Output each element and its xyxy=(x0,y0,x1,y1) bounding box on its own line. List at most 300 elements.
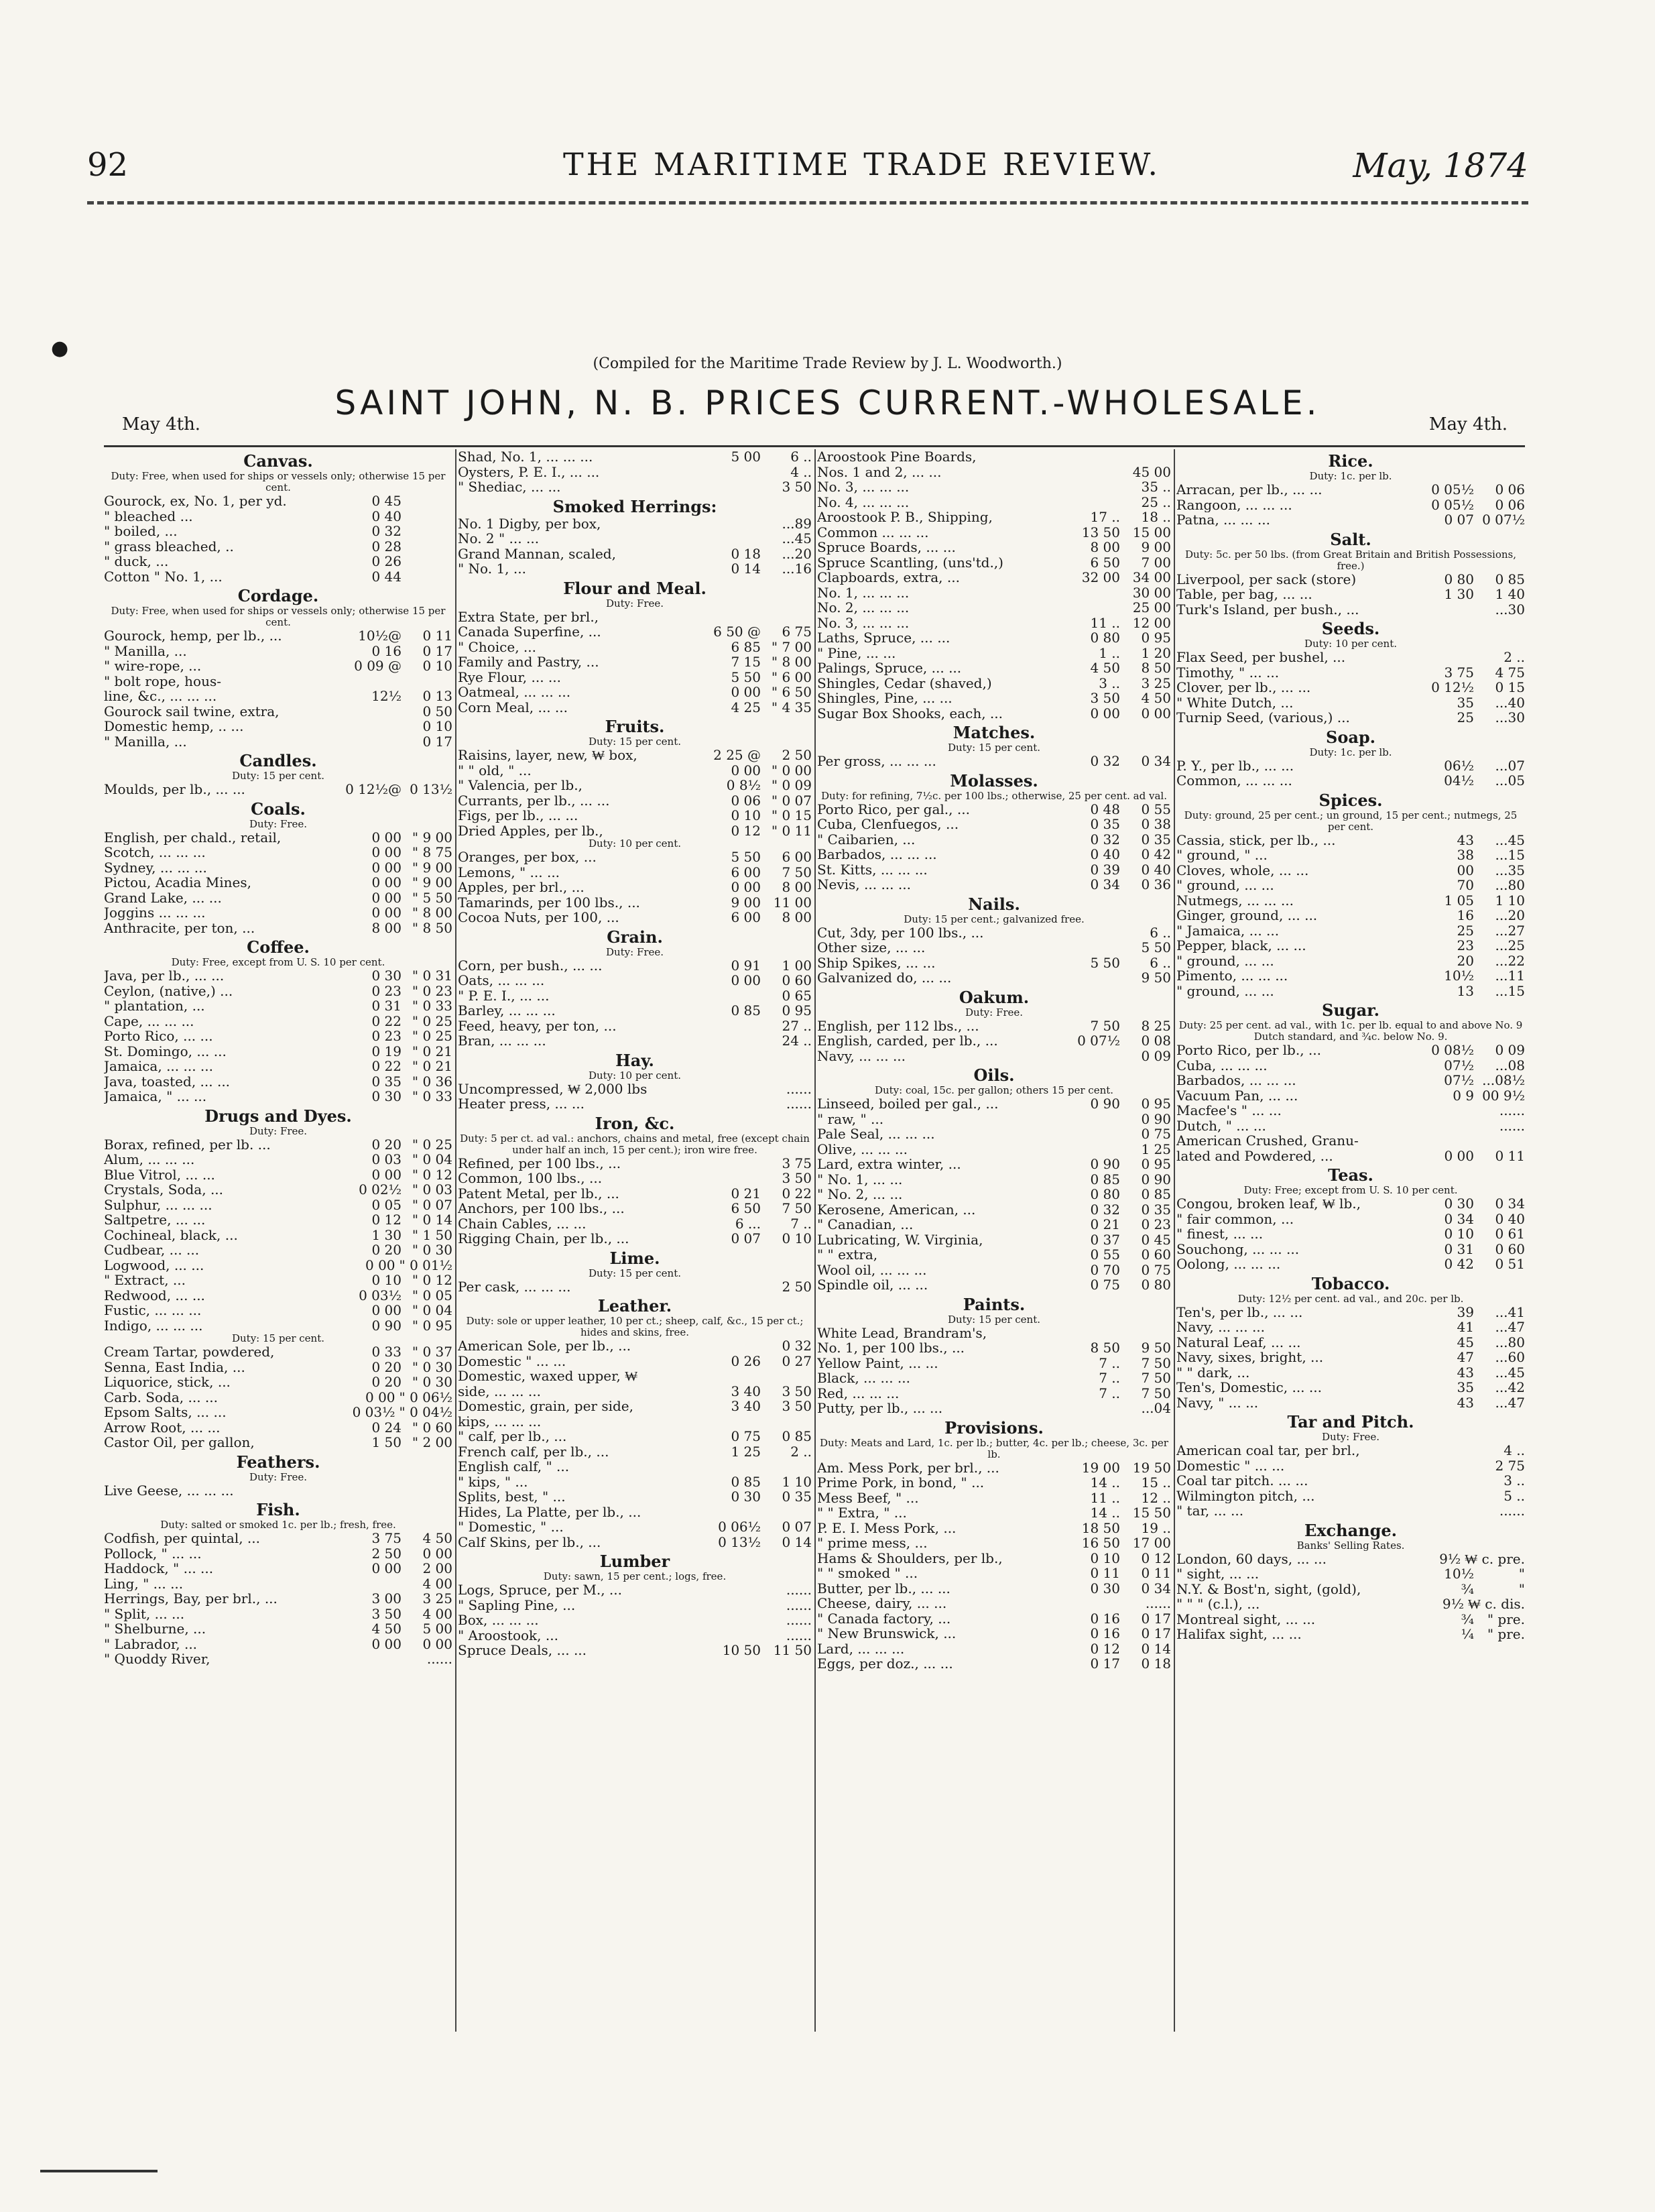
price-high: " 0 95 xyxy=(412,1317,452,1334)
price-low: 0 48 xyxy=(1090,801,1120,817)
price-row xyxy=(104,1152,452,1167)
price-row xyxy=(817,600,1171,616)
price-row xyxy=(817,940,1171,955)
price-high: 0 17 xyxy=(1141,1625,1171,1641)
item-name: Laths, Spruce, ... ... xyxy=(817,630,951,646)
price-low: 0 12 xyxy=(371,1212,402,1228)
price-row xyxy=(104,509,452,524)
price-high: " 0 37 xyxy=(412,1344,452,1360)
price-high: 4 50 xyxy=(1141,690,1171,706)
price-row xyxy=(104,1375,452,1390)
price-high: ₩ c. pre. xyxy=(1465,1550,1525,1567)
price-row xyxy=(104,1044,452,1059)
price-low: 43 xyxy=(1457,831,1474,848)
price-high: ...45 xyxy=(1495,1364,1525,1381)
price-low: 0 85 xyxy=(731,1002,761,1018)
price-low: 0 05½ xyxy=(1431,481,1474,498)
price-low: 10 50 xyxy=(722,1642,761,1658)
section-heading: Molasses. xyxy=(950,770,1038,791)
price-row xyxy=(104,968,452,984)
price-row xyxy=(1176,863,1525,878)
price-row xyxy=(817,465,1171,480)
price-high: ...89 xyxy=(782,515,812,532)
price-high: 0 14 xyxy=(782,1533,812,1550)
price-row xyxy=(817,925,1171,941)
price-high: 0 13½ xyxy=(410,781,452,797)
price-row xyxy=(817,660,1171,676)
item-name: Logwood, ... ... xyxy=(104,1257,204,1273)
item-name: Clover, per lb., ... ... xyxy=(1176,680,1311,695)
price-low: 0 20 xyxy=(371,1358,402,1375)
price-high: " 0 06½ xyxy=(399,1389,452,1405)
price-low: 04½ xyxy=(1444,772,1474,789)
price-row xyxy=(458,624,812,640)
price-high: 0 35 xyxy=(1141,831,1171,848)
price-low: 0 17 xyxy=(1090,1655,1120,1672)
item-name: Fustic, ... ... ... xyxy=(104,1303,202,1318)
item-name: Chain Cables, ... ... xyxy=(458,1216,587,1231)
price-row xyxy=(817,1326,1171,1341)
price-low: 0 90 xyxy=(1090,1156,1120,1172)
price-low: 8 50 xyxy=(1090,1340,1120,1356)
price-low: 6 00 xyxy=(731,909,761,925)
price-low: 5 50 xyxy=(1090,954,1120,971)
price-row xyxy=(104,1014,452,1029)
item-name: Domestic " ... ... xyxy=(1176,1458,1285,1473)
item-name: Montreal sight, ... ... xyxy=(1176,1611,1316,1627)
section-heading: Feathers. xyxy=(236,1452,320,1472)
price-row xyxy=(817,1112,1171,1127)
price-low: 7 .. xyxy=(1099,1370,1120,1386)
duty-note: Duty: Free. xyxy=(249,817,308,830)
price-row xyxy=(104,569,452,585)
duty-note: Duty: 5 per ct. ad val.: anchors, chains and metal, free (except chain under half an inch, 15 per cent.); iron wire free. xyxy=(460,1132,810,1156)
price-row xyxy=(104,998,452,1014)
price-high: 1 20 xyxy=(1141,644,1171,661)
item-name: Macfee's " ... ... xyxy=(1176,1103,1282,1118)
price-high: 0 00 xyxy=(1141,705,1171,721)
price-row xyxy=(104,1576,452,1592)
price-high: 0 34 xyxy=(1495,1196,1525,1212)
duty-note: Duty: Free, when used for ships or vessels only; otherwise 15 per cent. xyxy=(111,470,446,493)
price-row xyxy=(817,1202,1171,1218)
price-high: " 6 00 xyxy=(771,668,812,685)
price-row xyxy=(817,1049,1171,1064)
price-row xyxy=(104,1228,452,1243)
price-high: ...15 xyxy=(1495,847,1525,863)
price-row xyxy=(458,1505,812,1520)
price-high: 45 00 xyxy=(1132,463,1171,480)
section-heading: Provisions. xyxy=(944,1417,1044,1438)
section-heading: Lime. xyxy=(609,1248,660,1268)
price-high: 24 .. xyxy=(782,1033,812,1049)
price-low: 0 19 xyxy=(371,1043,402,1059)
price-row xyxy=(104,1318,452,1334)
price-low: 43 xyxy=(1457,1364,1474,1381)
price-row xyxy=(817,1096,1171,1112)
item-name: Cassia, stick, per lb., ... xyxy=(1176,832,1336,848)
price-row xyxy=(104,1420,452,1436)
price-high: 3 .. xyxy=(1504,1472,1525,1489)
price-low: 0 11 xyxy=(1090,1565,1120,1581)
price-high: 0 35 xyxy=(1141,1201,1171,1218)
price-high: 25 .. xyxy=(1141,493,1171,510)
price-row xyxy=(1176,1566,1525,1582)
price-high: 3 75 xyxy=(782,1155,812,1171)
price-row xyxy=(1176,1043,1525,1058)
price-row xyxy=(458,670,812,685)
item-name: Liquorice, stick, ... xyxy=(104,1375,231,1390)
price-row xyxy=(817,1611,1171,1627)
price-row xyxy=(458,1216,812,1232)
price-row xyxy=(817,1401,1171,1416)
item-name: Blue Vitrol, ... ... xyxy=(104,1167,215,1182)
price-row xyxy=(458,808,812,823)
item-name: Grand Mannan, scaled, xyxy=(458,546,616,561)
item-name: " wire-rope, ... xyxy=(104,658,202,674)
item-name: Domestic hemp, .. ... xyxy=(104,719,244,734)
price-low: 0 35 xyxy=(1090,816,1120,832)
compiled-credit: (Compiled for the Maritime Trade Review by J. L. Woodworth.) xyxy=(593,355,1062,372)
item-name: N.Y. & Bost'n, sight, (gold), xyxy=(1176,1581,1361,1596)
price-low: 0 03½ xyxy=(359,1287,402,1303)
item-name: Gourock, hemp, per lb., ... xyxy=(104,628,282,644)
price-row xyxy=(817,1641,1171,1657)
price-high: ...05 xyxy=(1495,772,1525,789)
item-name: Navy, sixes, bright, ... xyxy=(1176,1350,1324,1365)
price-high: 2 50 xyxy=(782,1278,812,1295)
price-row xyxy=(817,1142,1171,1157)
price-high: ...42 xyxy=(1495,1379,1525,1395)
price-row xyxy=(1176,1226,1525,1242)
item-name: " Extract, ... xyxy=(104,1273,186,1288)
item-name: Porto Rico, per gal., ... xyxy=(817,801,970,817)
price-high: 0 08 xyxy=(1141,1033,1171,1049)
price-low: 0 85 xyxy=(731,1473,761,1490)
price-row xyxy=(458,654,812,670)
item-name: Herrings, Bay, per brl., ... xyxy=(104,1591,278,1607)
price-low: 0 23 xyxy=(371,982,402,999)
section-heading: Teas. xyxy=(1328,1165,1373,1185)
price-row xyxy=(1176,710,1525,725)
price-low: 43 xyxy=(1457,1394,1474,1411)
price-row xyxy=(817,646,1171,661)
item-name: Spruce Deals, ... ... xyxy=(458,1643,587,1658)
price-low: 0 10 xyxy=(731,807,761,823)
price-high: 6 00 xyxy=(782,849,812,865)
price-high: 0 40 xyxy=(1141,861,1171,878)
footer-rule xyxy=(40,2170,158,2172)
price-row xyxy=(817,1172,1171,1187)
price-row xyxy=(1176,572,1525,587)
price-row xyxy=(817,1126,1171,1142)
item-name: St. Kitts, ... ... ... xyxy=(817,862,928,877)
section-heading: Fruits. xyxy=(605,717,665,736)
price-low: 1 05 xyxy=(1444,892,1474,909)
duty-note: Duty: 15 per cent. xyxy=(588,1267,682,1279)
item-name: Lard, ... ... ... xyxy=(817,1641,905,1656)
price-row xyxy=(817,616,1171,631)
price-high: ...16 xyxy=(782,561,812,577)
price-row xyxy=(458,449,812,465)
price-high: " xyxy=(1518,1566,1525,1582)
price-row xyxy=(817,1187,1171,1202)
price-high: 2 75 xyxy=(1495,1457,1525,1474)
price-high: 0 18 xyxy=(1141,1655,1171,1672)
price-row xyxy=(458,465,812,480)
price-row xyxy=(104,1405,452,1420)
price-row xyxy=(104,1258,452,1273)
item-name: Oolong, ... ... ... xyxy=(1176,1257,1281,1272)
price-high: 0 65 xyxy=(782,987,812,1004)
item-name: Ship Spikes, ... ... xyxy=(817,955,936,970)
price-row xyxy=(458,516,812,532)
item-name: Saltpetre, ... ... xyxy=(104,1212,206,1228)
price-high: " 0 33 xyxy=(412,1088,452,1104)
price-high: 0 75 xyxy=(1141,1126,1171,1142)
item-name: Java, per lb., ... ... xyxy=(104,968,225,984)
prices-title: SAINT JOHN, N. B. PRICES CURRENT.-WHOLESALE. xyxy=(334,384,1321,422)
item-name: Barbados, ... ... ... xyxy=(817,847,937,862)
price-high: 0 11 xyxy=(422,628,452,644)
item-name: Cocoa Nuts, per 100, ... xyxy=(458,910,619,925)
price-high: " 0 14 xyxy=(412,1212,452,1228)
item-name: Tamarinds, per 100 lbs., ... xyxy=(458,894,640,910)
price-high: ...... xyxy=(786,1582,812,1598)
price-low: 0 06½ xyxy=(718,1519,761,1535)
price-high: ...... xyxy=(1499,1117,1525,1134)
price-row xyxy=(817,1277,1171,1293)
price-high: 7 50 xyxy=(782,864,812,880)
duty-note: Duty: for refining, 7½c. per 100 lbs.; otherwise, 25 per cent. ad val. xyxy=(821,789,1167,802)
price-low: 4 25 xyxy=(731,699,761,715)
price-high: " 0 21 xyxy=(412,1043,452,1059)
price-row xyxy=(1176,650,1525,665)
price-high: 0 34 xyxy=(1141,753,1171,769)
item-name: Jamaica, ... ... ... xyxy=(104,1059,213,1074)
item-name: No. 1, per 100 lbs., ... xyxy=(817,1340,965,1356)
price-low: ¾ xyxy=(1461,1611,1474,1627)
price-high: ...80 xyxy=(1495,877,1525,893)
price-row xyxy=(1176,1612,1525,1627)
price-low: 0 75 xyxy=(1090,1277,1120,1293)
price-row xyxy=(458,1535,812,1550)
item-name: Oranges, per box, ... xyxy=(458,850,597,865)
item-name: Cloves, whole, ... ... xyxy=(1176,862,1309,878)
price-row xyxy=(458,748,812,763)
price-row xyxy=(104,1212,452,1228)
price-low: 0 13½ xyxy=(718,1533,761,1550)
price-high: " 0 12 xyxy=(412,1272,452,1288)
price-row xyxy=(104,1435,452,1450)
item-name: Eggs, per doz., ... ... xyxy=(817,1656,953,1672)
price-high: ...... xyxy=(1145,1595,1171,1611)
price-row xyxy=(104,1303,452,1318)
item-name: No. 3, ... ... ... xyxy=(817,615,910,630)
duty-note: Duty: 10 per cent. xyxy=(588,1069,682,1082)
item-name: " Sapling Pine, ... xyxy=(458,1597,576,1613)
price-low: 0 70 xyxy=(1090,1261,1120,1278)
price-row xyxy=(817,1217,1171,1232)
price-high: 0 13 xyxy=(422,688,452,704)
section-heading: Canvas. xyxy=(243,451,313,471)
price-low: 0 21 xyxy=(731,1185,761,1202)
item-name: Codfish, per quintal, ... xyxy=(104,1531,261,1546)
price-low: 19 00 xyxy=(1081,1459,1120,1476)
price-high: 0 60 xyxy=(1141,1246,1171,1263)
price-row xyxy=(817,570,1171,585)
price-row xyxy=(104,1390,452,1405)
price-row xyxy=(104,1198,452,1213)
item-name: " " dark, ... xyxy=(1176,1364,1250,1380)
price-high: " 5 50 xyxy=(412,889,452,906)
price-row xyxy=(104,704,452,719)
item-name: Butter, per lb., ... ... xyxy=(817,1580,951,1596)
duty-note: Duty: Free. xyxy=(1321,1431,1380,1443)
price-row xyxy=(458,1384,812,1399)
price-high: 4 75 xyxy=(1495,664,1525,681)
price-high: 9 50 xyxy=(1141,1340,1171,1356)
price-high: 7 50 xyxy=(1141,1385,1171,1401)
price-row xyxy=(817,540,1171,555)
price-row xyxy=(104,1273,452,1288)
price-low: 0 00 xyxy=(371,1560,402,1576)
price-low: 0 00 xyxy=(371,905,402,921)
price-high: ...08½ xyxy=(1482,1072,1525,1088)
item-name: " Aroostook, ... xyxy=(458,1627,558,1643)
item-name: Heater press, ... ... xyxy=(458,1096,585,1112)
price-low: 0 40 xyxy=(1090,846,1120,862)
price-high: 8 25 xyxy=(1141,1017,1171,1034)
duty-note: Duty: sawn, 15 per cent.; logs, free. xyxy=(543,1570,727,1582)
price-high: 1 10 xyxy=(782,1473,812,1490)
price-high: 0 75 xyxy=(1141,1261,1171,1278)
price-low: 0 00 xyxy=(365,1257,395,1273)
item-name: French calf, per lb., ... xyxy=(458,1444,609,1459)
price-high: 1 10 xyxy=(1495,892,1525,909)
price-row xyxy=(458,1598,812,1613)
price-high: 15 .. xyxy=(1141,1474,1171,1491)
item-name: Ginger, ground, ... ... xyxy=(1176,908,1318,923)
price-high: " 0 31 xyxy=(412,968,452,984)
duty-note: Duty: 15 per cent. xyxy=(947,742,1041,754)
price-high: 0 06 xyxy=(1495,481,1525,498)
item-name: Dried Apples, per lb., xyxy=(458,823,603,838)
price-row xyxy=(1176,1503,1525,1519)
item-name: " boiled, ... xyxy=(104,524,178,539)
duty-note: Duty: 10 per cent. xyxy=(1304,638,1398,650)
item-name: Java, toasted, ... ... xyxy=(104,1073,231,1089)
price-row xyxy=(458,988,812,1004)
price-row xyxy=(458,1201,812,1216)
price-row xyxy=(817,1247,1171,1263)
item-name: " Choice, ... xyxy=(458,639,537,654)
item-name: Aroostook P. B., Shipping, xyxy=(817,510,993,525)
price-row xyxy=(1176,1489,1525,1504)
duty-note: Duty: 15 per cent. xyxy=(231,1332,325,1344)
section-heading: Fish. xyxy=(256,1500,300,1519)
price-high: " pre. xyxy=(1487,1626,1525,1642)
item-name: Navy, ... ... ... xyxy=(1176,1320,1266,1335)
price-low: 0 12½ xyxy=(1431,679,1474,695)
item-name: " Valencia, per lb., xyxy=(458,778,583,793)
price-row xyxy=(1176,512,1525,528)
item-name: Coal tar pitch. ... ... xyxy=(1176,1473,1308,1489)
item-name: " bolt rope, hous- xyxy=(104,673,221,689)
price-row xyxy=(104,658,452,674)
item-name: London, 60 days, ... ... xyxy=(1176,1551,1327,1566)
price-low: 0 00 xyxy=(1090,705,1120,721)
item-name: line, &c., ... ... ... xyxy=(104,689,217,704)
item-name: Shingles, Pine, ... ... xyxy=(817,691,953,706)
price-high: 3 25 xyxy=(422,1590,452,1607)
price-high: 0 60 xyxy=(1495,1240,1525,1257)
section-heading: Tobacco. xyxy=(1311,1273,1390,1293)
item-name: " " old, " ... xyxy=(458,762,532,778)
duty-note: Duty: 15 per cent. xyxy=(947,1313,1041,1326)
item-name: Prime Pork, in bond, " ... xyxy=(817,1475,985,1491)
price-low: 3 75 xyxy=(1444,664,1474,681)
price-row xyxy=(1176,1365,1525,1381)
price-low: 0 26 xyxy=(731,1352,761,1369)
price-row xyxy=(104,524,452,539)
section-heading: Oils. xyxy=(973,1065,1015,1085)
item-name: English, per chald., retail, xyxy=(104,829,282,845)
price-low: 1 .. xyxy=(1099,644,1120,661)
price-row xyxy=(104,1546,452,1562)
price-low: 0 44 xyxy=(371,568,402,585)
price-row xyxy=(817,1371,1171,1386)
price-high: 0 55 xyxy=(1141,801,1171,817)
price-high: 18 .. xyxy=(1141,509,1171,525)
page-header xyxy=(87,146,1528,193)
item-name: Common, 100 lbs., ... xyxy=(458,1171,603,1186)
item-name: Barbados, ... ... ... xyxy=(1176,1073,1296,1088)
price-row xyxy=(1176,482,1525,498)
price-high: " 9 00 xyxy=(412,874,452,890)
section-heading: Sugar. xyxy=(1322,1000,1380,1020)
price-low: 0 00 xyxy=(371,1302,402,1318)
item-name: Kerosene, American, ... xyxy=(817,1202,976,1217)
price-high: 0 27 xyxy=(782,1352,812,1369)
price-row xyxy=(817,1018,1171,1034)
price-high: 9 50 xyxy=(1141,970,1171,986)
item-name: Congou, broken leaf, ₩ lb., xyxy=(1176,1196,1361,1212)
price-row xyxy=(458,479,812,495)
price-row xyxy=(817,847,1171,862)
item-name: No. 2 " ... ... xyxy=(458,531,540,546)
price-row xyxy=(1176,878,1525,893)
price-row xyxy=(104,1360,452,1375)
price-row xyxy=(817,555,1171,571)
price-row xyxy=(458,1643,812,1658)
price-low: 0 12½@ xyxy=(345,781,402,797)
item-name: " prime mess, ... xyxy=(817,1535,928,1551)
item-name: Lubricating, W. Virginia, xyxy=(817,1232,983,1247)
item-name: Cheese, dairy, ... ... xyxy=(817,1596,947,1611)
price-row xyxy=(817,862,1171,878)
price-high: 4 50 xyxy=(422,1530,452,1546)
price-high: 9 00 xyxy=(1141,539,1171,555)
price-high: ...04 xyxy=(1141,1400,1171,1416)
duty-note: Duty: Free. xyxy=(249,1470,308,1483)
price-low: 11 .. xyxy=(1090,1489,1120,1506)
item-name: Spruce Scantling, (uns'td.,) xyxy=(817,555,1003,570)
price-row xyxy=(817,1596,1171,1611)
price-low: 10½ xyxy=(1444,968,1474,984)
item-name: Shingles, Cedar (shaved,) xyxy=(817,675,992,691)
price-low: 0 75 xyxy=(731,1428,761,1444)
